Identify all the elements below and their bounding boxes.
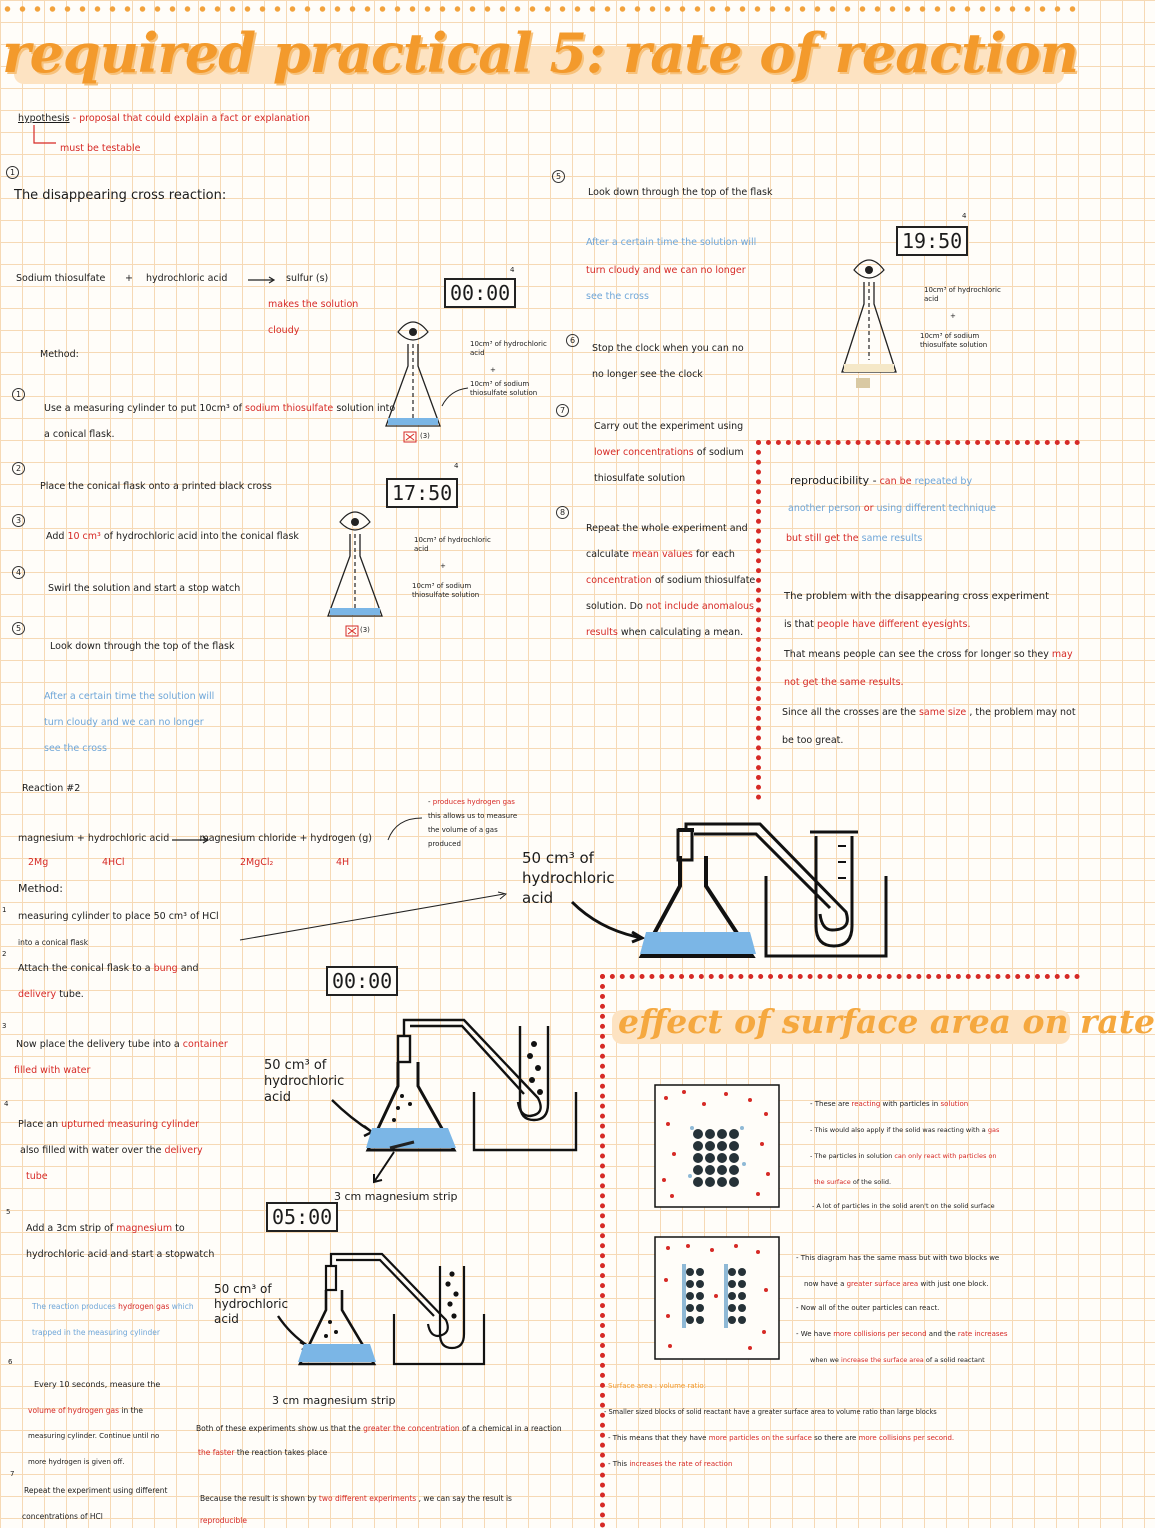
reproducibility-term: reproducibility -	[790, 474, 877, 487]
surface-part: This means that they have	[612, 1434, 707, 1442]
r2-s6-line4: more hydrogen is given off.	[28, 1458, 125, 1466]
step3-text	[46, 530, 299, 543]
acid-label: 10cm³ of hydrochloric acid	[414, 536, 491, 553]
step1-part: Use a measuring cylinder to put 10cm³ of	[44, 403, 242, 414]
r-step6-text: Stop the clock when you can no	[592, 343, 744, 354]
r2-s4-red: delivery	[164, 1145, 203, 1156]
thio-label: 10cm³ of sodium thiosulfate solution	[412, 582, 480, 599]
r-step8-line2	[586, 548, 735, 561]
step3-part: Add	[46, 531, 65, 542]
reproducibility-line2	[788, 502, 996, 515]
r2-side-line: - produces hydrogen gas	[428, 798, 515, 806]
strip-label: 3 cm magnesium strip	[334, 1190, 458, 1203]
surface-part: We have	[800, 1330, 831, 1338]
r2-coef: 4HCl	[102, 857, 125, 868]
surface-b4: - A lot of particles in the solid aren't on the solid surface	[812, 1202, 995, 1210]
r2-num: 7	[10, 1470, 15, 1478]
stopwatch-display: 00:00	[444, 278, 516, 308]
conclusion-line2	[198, 1446, 327, 1459]
equation-reactant2: hydrochloric acid	[146, 273, 228, 284]
hypothesis-note: must be testable	[60, 143, 141, 154]
problem-part: is that	[784, 619, 814, 630]
surface-b1: - These are reacting with particles in solution	[810, 1100, 969, 1108]
surface-part: This diagram has the same mass but with two blocks we	[800, 1254, 1000, 1262]
step1-rest: solution into	[336, 403, 396, 414]
r2-s6: Every 10 seconds, measure the	[34, 1380, 161, 1389]
stopwatch-display: 19:50	[896, 226, 968, 256]
r-step8-line5	[586, 626, 743, 639]
r2-s2-line2	[18, 988, 84, 1001]
surface-red: increase the surface area	[841, 1356, 924, 1364]
surface-part: The particles in solution	[814, 1152, 893, 1160]
r2-s2-part: tube.	[59, 989, 84, 1000]
r-step8-red: not include anomalous	[645, 601, 754, 612]
surface-d2: - This means that they have more particles on the surface so there are more collisions per second.	[608, 1434, 955, 1442]
surface-red: increases the rate of reaction	[629, 1460, 733, 1468]
stopwatch-display: 05:00	[266, 1202, 338, 1232]
r-step7-red: lower concentrations	[594, 447, 694, 458]
repro-blue: same results	[861, 533, 923, 544]
flask-diagram-3	[836, 256, 916, 396]
apparatus-mid	[362, 1016, 582, 1156]
reaction2-heading: Reaction #2	[22, 783, 81, 794]
plus-label: +	[490, 366, 496, 374]
r2-s3-part: Now place the delivery tube into a	[16, 1039, 180, 1050]
step2-text: Place the conical flask onto a printed black cross	[40, 481, 272, 492]
step-num: 6	[566, 334, 579, 347]
step3-rest: of hydrochloric acid into the conical flask	[103, 531, 299, 542]
r-step8-line3	[586, 574, 755, 587]
r2-s5-line2: hydrochloric acid and start a stopwatch	[26, 1249, 215, 1260]
equation-plus: +	[125, 273, 133, 284]
r2-side-line: this allows us to measure	[428, 812, 518, 820]
particle-diagram-1	[654, 1084, 780, 1208]
surface-part: This would also apply if the solid was reacting with a	[814, 1126, 986, 1134]
conclusion-part: the reaction takes place	[236, 1448, 328, 1457]
reproducibility-line1	[790, 474, 972, 488]
conclusion-line3	[200, 1492, 512, 1505]
r2-s1: measuring cylinder to place 50 cm³ of HCl	[18, 911, 219, 922]
strip-arrow	[370, 1150, 400, 1190]
r2-reactant2: hydrochloric acid	[87, 833, 170, 844]
repro-blue: using different technique	[876, 503, 996, 514]
repro-blue: repeated by	[914, 476, 973, 487]
conclusion-part: Because the result is shown by	[200, 1494, 317, 1503]
r-step8-part: solution. Do	[586, 601, 643, 612]
r2-s4-line2	[20, 1144, 203, 1157]
blue-note-line: see the cross	[44, 743, 107, 754]
ratio-label: Surface area : volume ratio:	[608, 1382, 706, 1390]
r2-s6-red: volume of hydrogen gas	[28, 1406, 120, 1415]
surface-part: Smaller sized blocks of solid reactant have a greater surface area to volume ratio than large blocks	[608, 1408, 937, 1416]
surface-part: Now all of the outer particles can react.	[800, 1304, 940, 1312]
problem-line6: be too great.	[782, 735, 844, 746]
r2-coef: 2Mg	[28, 857, 49, 868]
repro-red: or	[863, 503, 874, 514]
surface-c4: - We have more collisions per second and the rate increases	[796, 1330, 1008, 1338]
r-step7-text: Carry out the experiment using	[594, 421, 744, 432]
apparatus-big	[636, 826, 896, 962]
r2-side-line: the volume of a gas	[428, 826, 498, 834]
step-num: 3	[12, 514, 25, 527]
apparatus-big-label: 50 cm³ of hydrochloric acid	[522, 849, 615, 907]
step1-line2: a conical flask.	[44, 429, 115, 440]
blue-note-line	[586, 264, 746, 277]
r-step8-red: mean values	[632, 549, 693, 560]
r2-s3	[16, 1038, 228, 1051]
surface-d1: - Smaller sized blocks of solid reactant have a greater surface area to volume ratio than large blocks	[604, 1408, 937, 1416]
r2-s2-part: Attach the conical flask to a	[18, 963, 151, 974]
surface-c5	[810, 1354, 985, 1367]
r2-s4-part: Place an	[18, 1119, 59, 1130]
stopwatch-display: 00:00	[326, 966, 398, 996]
step1-text	[44, 402, 395, 415]
repro-red: can be	[879, 476, 912, 487]
r2-num: 3	[2, 1022, 7, 1030]
conclusion-line1	[196, 1422, 562, 1435]
r2-s5	[26, 1222, 185, 1235]
top-dots-decoration	[0, 4, 1080, 14]
r2-side-line: produced	[428, 840, 461, 848]
surface-c1: - This diagram has the same mass but with two blocks we	[796, 1254, 1000, 1262]
r2-num: 1	[2, 906, 7, 914]
r2-blue: which	[171, 1302, 194, 1311]
particle-diagram-2	[654, 1236, 780, 1360]
equation-arrow	[248, 276, 278, 284]
surface-red: more collisions per second	[833, 1330, 927, 1338]
surface-b2: - This would also apply if the solid was reacting with a gas	[810, 1126, 1000, 1134]
equation-reactant1: Sodium thiosulfate	[16, 273, 106, 284]
problem-red: people have different eyesights.	[816, 619, 971, 630]
r2-s4	[18, 1118, 199, 1131]
step5-text: Look down through the top of the flask	[50, 641, 235, 652]
marker-4: 4	[962, 212, 967, 220]
surface-part: of a solid reactant	[925, 1356, 985, 1364]
r-step7-rest: of sodium	[696, 447, 744, 458]
plus-label: +	[950, 312, 956, 320]
surface-red: rate increases	[957, 1330, 1008, 1338]
r-step7-line2	[594, 446, 744, 459]
page-title: required practical 5: rate of reaction	[2, 21, 1078, 85]
repro-red: but still get the	[786, 533, 859, 544]
surface-part: and the	[928, 1330, 956, 1338]
section1-number: 1	[6, 166, 19, 179]
r2-blue-line	[32, 1300, 194, 1313]
r2-s2-red: delivery	[18, 989, 57, 1000]
label-arrow	[440, 370, 470, 410]
surface-box-left	[600, 974, 605, 1528]
surface-red: gas	[987, 1126, 1000, 1134]
r2-s5-part: to	[175, 1223, 185, 1234]
r2-s4-part: also filled with water over the	[20, 1145, 162, 1156]
blue-note-line: see the cross	[586, 291, 649, 302]
hypothesis-arrow	[30, 125, 60, 151]
step3-red: 10 cm³	[67, 531, 101, 542]
step-num: 5	[552, 170, 565, 183]
problem-line4: not get the same results.	[784, 677, 904, 688]
r-step8-part: for each	[695, 549, 735, 560]
r2-red-h: hydrogen gas	[118, 1302, 170, 1311]
equation-note1: makes the solution	[268, 299, 359, 310]
strip-label: 3 cm magnesium strip	[272, 1394, 396, 1407]
surface-part: This	[612, 1460, 628, 1468]
conclusion-red: the faster	[198, 1448, 235, 1457]
r-step8-part: of sodium thiosulfate	[654, 575, 756, 586]
r2-s6-part: in the	[121, 1406, 143, 1415]
step-num: 5	[12, 622, 25, 635]
r2-coef: 2MgCl₂	[240, 857, 274, 868]
problem-part: , the problem may not	[969, 707, 1076, 718]
r2-num: 5	[6, 1208, 11, 1216]
step-num: 2	[12, 462, 25, 475]
surface-b3-line2	[814, 1176, 891, 1189]
r-step7-line3: thiosulfate solution	[594, 473, 686, 484]
surface-red: more collisions per second.	[858, 1434, 955, 1442]
problem-part: That means people can see the cross for longer so they	[784, 649, 1049, 660]
surface-part: when we	[810, 1356, 839, 1364]
r2-s7: Repeat the experiment using different	[24, 1486, 168, 1495]
surface-b3: - The particles in solution can only react with particles on	[810, 1152, 997, 1160]
r2-s3-red: container	[182, 1039, 228, 1050]
r2-side-red: produces hydrogen gas	[432, 798, 515, 806]
method-label-2: Method:	[18, 882, 63, 895]
r2-s4-red: upturned measuring cylinder	[61, 1119, 200, 1130]
conclusion-part: of a chemical in a reaction	[462, 1424, 562, 1433]
equation-note2: cloudy	[268, 325, 300, 336]
surface-red: solution	[940, 1100, 969, 1108]
r-step8-text: Repeat the whole experiment and	[586, 523, 748, 534]
conclusion-part: , we can say the result is	[418, 1494, 512, 1503]
surface-box-top	[600, 974, 1080, 979]
repro-blue: another person	[788, 503, 861, 514]
r2-product1: magnesium chloride	[199, 833, 297, 844]
hypothesis-term: hypothesis	[18, 113, 70, 124]
surface-part: of the solid.	[852, 1178, 892, 1186]
marker-4: 4	[510, 266, 515, 274]
surface-part: now have a	[804, 1280, 845, 1288]
thio-label: 10cm³ of sodium thiosulfate solution	[470, 380, 538, 397]
surface-red: reacting	[851, 1100, 881, 1108]
blue-note-line: After a certain time the solution will	[586, 237, 757, 248]
reproducibility-box-top	[756, 440, 1080, 445]
step-num: 1	[12, 388, 25, 401]
r-step8-red: concentration	[586, 575, 652, 586]
step4-text: Swirl the solution and start a stop watch	[48, 583, 241, 594]
r2-s3-line2: filled with water	[14, 1065, 91, 1076]
r-step8-part: calculate	[586, 549, 629, 560]
step-num: 4	[12, 566, 25, 579]
surface-red: greater surface area	[846, 1280, 919, 1288]
r-step8-part: when calculating a mean.	[620, 627, 744, 638]
surface-title: effect of surface area on rate	[618, 1002, 1155, 1041]
blue-note-red: turn cloudy and we can no longer	[586, 265, 746, 276]
surface-part: A lot of particles in the solid aren't on the solid surface	[816, 1202, 995, 1210]
reproducibility-line3	[786, 532, 922, 545]
cross-marker: (3)	[420, 432, 430, 440]
acid-label: 10cm³ of hydrochloric acid	[924, 286, 1001, 303]
cross-marker: (3)	[360, 626, 370, 634]
conclusion-red: greater the concentration	[363, 1424, 460, 1433]
step1-red: sodium thiosulfate	[245, 403, 334, 414]
surface-part: with just one block.	[920, 1280, 989, 1288]
plus-label: +	[440, 562, 446, 570]
r2-s4-line3: tube	[26, 1171, 48, 1182]
apparatus-mid-label: 50 cm³ of hydrochloric acid	[264, 1058, 345, 1105]
surface-c2	[804, 1278, 989, 1291]
step-num: 8	[556, 506, 569, 519]
problem-red: same size	[918, 707, 967, 718]
r2-product2: hydrogen (g)	[310, 833, 372, 844]
surface-part: These are	[814, 1100, 850, 1108]
r-step5-text: Look down through the top of the flask	[588, 187, 773, 198]
r2-arrow	[172, 836, 212, 844]
problem-line1: The problem with the disappearing cross experiment	[784, 591, 1050, 602]
hypothesis-line	[18, 112, 310, 125]
problem-line5	[782, 706, 1076, 719]
r2-s7-line2: concentrations of HCl	[22, 1512, 103, 1521]
marker-4: 4	[454, 462, 459, 470]
equation-product: sulfur (s)	[286, 273, 329, 284]
r2-s5-part: Add a 3cm strip of	[26, 1223, 114, 1234]
apparatus-small	[296, 1250, 496, 1380]
r2-s2-red: bung	[153, 963, 178, 974]
method-label-1: Method:	[40, 349, 79, 360]
r2-s6-line3: measuring cylinder. Continue until no	[28, 1432, 160, 1440]
r-step8-red: results	[586, 627, 618, 638]
r2-s6-line2	[28, 1404, 143, 1417]
problem-line2	[784, 618, 971, 631]
surface-red: can only react with particles on	[894, 1152, 997, 1160]
reaction2-equation: magnesium + hydrochloric acid magnesium chloride + hydrogen (g)	[18, 833, 372, 844]
hypothesis-definition: - proposal that could explain a fact or explanation	[72, 113, 310, 124]
r2-coef: 4H	[336, 857, 350, 868]
conclusion-red: two different experiments	[318, 1494, 417, 1503]
r-step8-line4	[586, 600, 754, 613]
section1-heading: The disappearing cross reaction:	[14, 188, 227, 203]
conclusion-part: Both of these experiments show us that the	[196, 1424, 361, 1433]
r2-s2-part: and	[180, 963, 199, 974]
problem-line3	[784, 648, 1073, 661]
pointer-line	[240, 890, 510, 942]
r2-blue: The reaction produces	[32, 1302, 116, 1311]
surface-red: the surface	[814, 1178, 851, 1186]
surface-part: with particles in	[882, 1100, 939, 1108]
apparatus-small-label: 50 cm³ of hydrochloric acid	[214, 1282, 289, 1326]
acid-label: 10cm³ of hydrochloric acid	[470, 340, 547, 357]
surface-part: so there are	[814, 1434, 857, 1442]
surface-d3: - This increases the rate of reaction	[608, 1460, 733, 1468]
problem-red: may	[1051, 649, 1073, 660]
r2-blue-line2: trapped in the measuring cylinder	[32, 1328, 160, 1337]
r2-num: 4	[4, 1100, 9, 1108]
r-step6-line2: no longer see the clock	[592, 369, 703, 380]
surface-c3: - Now all of the outer particles can react.	[796, 1304, 940, 1312]
problem-part: Since all the crosses are the	[782, 707, 916, 718]
reproducibility-box-left	[756, 440, 761, 800]
thio-label: 10cm³ of sodium thiosulfate solution	[920, 332, 988, 349]
blue-note-line: After a certain time the solution will	[44, 691, 215, 702]
r2-num: 6	[8, 1358, 13, 1366]
r2-s2	[18, 962, 199, 975]
blue-note-line: turn cloudy and we can no longer	[44, 717, 204, 728]
surface-red: more particles on the surface	[708, 1434, 812, 1442]
r2-reactant1: magnesium	[18, 833, 74, 844]
r2-s1b: into a conical flask	[18, 938, 89, 947]
stopwatch-display: 17:50	[386, 478, 458, 508]
r2-note-arrow	[386, 814, 426, 844]
step-num: 7	[556, 404, 569, 417]
conclusion-line4: reproducible	[200, 1516, 247, 1525]
r2-s5-red: magnesium	[116, 1223, 173, 1234]
r2-num: 2	[2, 950, 7, 958]
